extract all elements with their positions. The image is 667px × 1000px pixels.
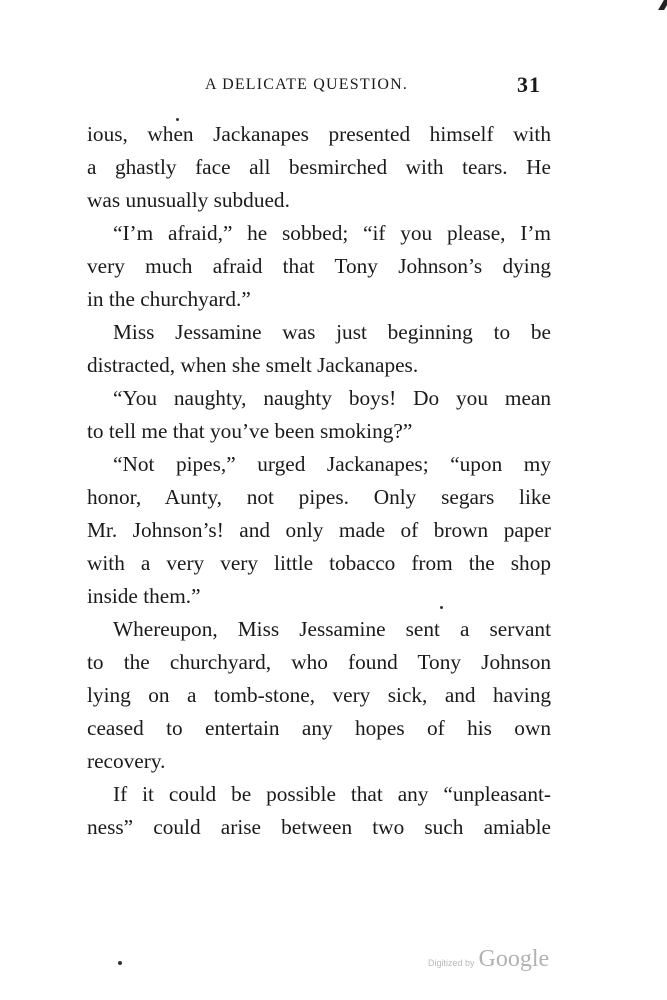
watermark-prefix: Digitized by: [428, 958, 475, 968]
text-line: “You naughty, naughty boys! Do you mean: [113, 386, 551, 410]
text-line: distracted, when she smelt Jackanapes.: [87, 353, 419, 377]
running-title: A DELICATE QUESTION.: [205, 76, 409, 93]
text-line: ness” could arise between two such amiable: [87, 815, 551, 839]
speck-mark: [440, 606, 443, 609]
speck-mark: [118, 961, 122, 965]
text-line: Whereupon, Miss Jessamine sent a servant: [113, 617, 551, 641]
text-line: lying on a tomb-stone, very sick, and having: [87, 683, 551, 707]
text-line: inside them.”: [87, 584, 201, 608]
text-line: If it could be possible that any “unpleasant-: [113, 782, 551, 806]
text-line: ious, when Jackanapes presented himself with: [87, 122, 551, 146]
text-line: “Not pipes,” urged Jackanapes; “upon my: [113, 452, 551, 476]
body-text: [87, 118, 551, 844]
text-line: a ghastly face all besmirched with tears. He: [87, 155, 551, 179]
text-line: in the churchyard.”: [87, 287, 251, 311]
digitized-watermark: [428, 946, 549, 973]
google-logo: Google: [478, 946, 550, 972]
page-number: 31: [517, 72, 541, 97]
text-line: honor, Aunty, not pipes. Only segars like: [87, 485, 551, 509]
text-line: with a very very little tobacco from the shop: [87, 551, 551, 575]
text-line: ceased to entertain any hopes of his own: [87, 716, 551, 740]
corner-scan-mark: [658, 0, 667, 10]
text-line: recovery.: [87, 749, 166, 773]
text-line: Mr. Johnson’s! and only made of brown paper: [87, 518, 551, 542]
text-line: was unusually subdued.: [87, 188, 290, 212]
text-line: to the churchyard, who found Tony Johnson: [87, 650, 551, 674]
text-line: “I’m afraid,” he sobbed; “if you please, I’m: [113, 221, 551, 245]
text-line: to tell me that you’ve been smoking?”: [87, 419, 413, 443]
text-line: very much afraid that Tony Johnson’s dying: [87, 254, 551, 278]
text-line: Miss Jessamine was just beginning to be: [113, 320, 551, 344]
